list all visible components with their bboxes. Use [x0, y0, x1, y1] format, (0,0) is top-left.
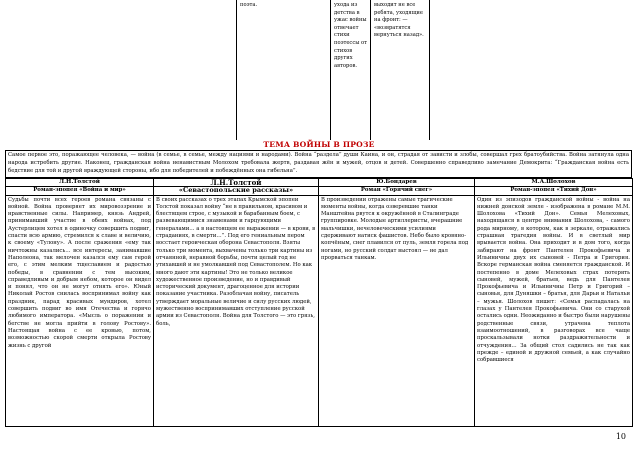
work-cell-4: Роман-эпопея «Тихий Дон» [475, 187, 633, 195]
top-cell-right [370, 0, 430, 140]
top-cell-poet-text: поэта. [240, 2, 258, 8]
authors-row [6, 179, 633, 187]
page-number: 10 [615, 432, 626, 441]
author-cell-2: Л.Н.Толстой [154, 179, 319, 187]
section-title: ТЕМА ВОЙНЫ В ПРОЗЕ [263, 140, 375, 149]
content-cell-quiet-don: Один из эпизодов гражданской войны - война на нижней донской земле - изображена в романе М.М. Шолохова «Тихий Дон». Семья Мелеховых, находящаяся в центре внимания Шолохова, - самого рода мирному, в котором, как в зеркале, отражались страшная трагедия войны. И в светлый мир врывается война. Она приходит и в дом того, когда забирают на фронт Пантелея Прокофьевича и Ильиничны двух их сыновей - Петра и Григория. Вскоре германская война сменяется гражданской. И постепенно в доме Мелеховых страх потерять сыновей, мужей, братьев, ведь для Пантелея Прокофьевича и Ильиничны Петр и Григорий – сыновья, для Дуняшки – братья, для Дарьи и Натальи – мужья. Шолохов пишет: «Семья распадалась на глазах у Пантелея Прокофьевича. Они со старухой остались одни. Неожиданно и быстро были нарушены родственные связи, утрачена теплота взаимоотношений, в разговорах все чаще проскальзывали нотки раздражительности и отчуждения… За общий стол садились не так как прежде – единой и дружной семьей, а как случайно собравшиеся [475, 195, 633, 426]
works-row [6, 187, 633, 195]
top-cell-blank [0, 0, 236, 140]
content-row [6, 195, 633, 426]
top-cell-poet [236, 0, 330, 140]
previous-table-fragment [0, 0, 638, 140]
prose-war-table [5, 178, 633, 427]
author-cell-3: Ю.Бондарев [319, 179, 475, 187]
intro-paragraph: Самое первое это, поражающее человека, — война (в семье, в семье, между нациями и народами). Война “раздела” души Каина, и он, страдая от зависти и злобы, совершал грех братоубийства. Война затянула одна народа истребить другие. Наконец, гражданская война ненавистным Молохом требовала жертв, раздавая жён и мужей, отцов и детей. Совершенно справедливо замечание Демокрита: “Гражданская война есть бедствие для той и другой враждующей стороны, ибо для победителей и побеждённых она гибельна”. [5, 150, 632, 178]
top-cell-middle-text: ухода из детства в ужас войны отвечает стихи поэтессы от стихов других авторов. [334, 2, 368, 69]
work-cell-3: Роман «Горячий снег» [319, 187, 475, 195]
work-cell-1: Роман-эпопея «Война и мир» [6, 187, 154, 195]
author-cell-4: М.А.Шолохов [475, 179, 633, 187]
content-cell-war-and-peace: Судьбы почти всех героев романа связаны с войной. Война проверяет их мировоззрение и нравственные силы. Например, князь Андрей, принимавший участие в обеих войнах, под Аустерлицем хотел в одиночку совершить подвиг, спасти всю армию, стремился к славе и величию, к своему «Тулону». А после сражения «ему так ничтожны казались… все интересы, занимавшие Наполеона, так мелочен казался ему сам герой его, с этим мелким тщеславием и радостью победы, в сравнении с тем высоким, справедливым и добрым небом, которое он видел и понял, что он не могут отнять его». Юный Николай Ростов снилась воспринимал войну как праздник, парад красивых мундиров, хотел совершить подвиг во имя Отечества и горячо любимого императора. «Мысль о поражении и бегстве не могла прийти в голову Ростову». Настоящая война с ее кровью, потом, возможностью скорой смерти открыла Ростову жизнь с другой [6, 195, 154, 426]
content-cell-hot-snow: В произведении отражены самые трагические моменты войны, когда озверевшие танки Манштейна рвутся к окружённой в Сталинграде группировке. Молодые артиллеристы, вчерашние мальчишки, нечеловеческими усилиями сдерживают натиск фашистов. Небо было кровяно-копчёным, снег плавился от пуль, земля горела под ногами, но русский солдат выстоял — не дал прорваться танкам. [319, 195, 475, 426]
top-cell-right-text: выходит не все ребята, уходящие на фронт: — «возвратятся вернуться назад». [374, 2, 424, 39]
content-cell-sevastopol: В своих рассказах о трех этапах Крымской эпопеи Толстой показал войну “не в правильном, красивом и блестящем строе, с музыкой и барабанным боем, с развевающимися знаменами и гарцующими генералами… а в настоящем ее выражении — в крови, в страданиях, в смерти…”. Под его гениальным пером восстает героическая оборона Севастополя. Взяты только три момента, выхвачены только три картины из отчаянной, неравной борьбы, почти целый год не утихавшей и не умолкавшей под Севастополем. Но как много дают эти картины! Это не только великое художественное произведение, но и правдивый исторический документ, драгоценное для истории показание участника. Разоблачая войну, писатель утверждает моральные величие и силу русских людей, мужественно воспринимавших отступление русской армии из Севастополя. Война для Толстого — это грязь, боль, [154, 195, 319, 426]
top-cell-middle [330, 0, 370, 140]
author-cell-1: Л.Н.Толстой [6, 179, 154, 187]
work-cell-2: «Севастопольские рассказы» [154, 187, 319, 195]
